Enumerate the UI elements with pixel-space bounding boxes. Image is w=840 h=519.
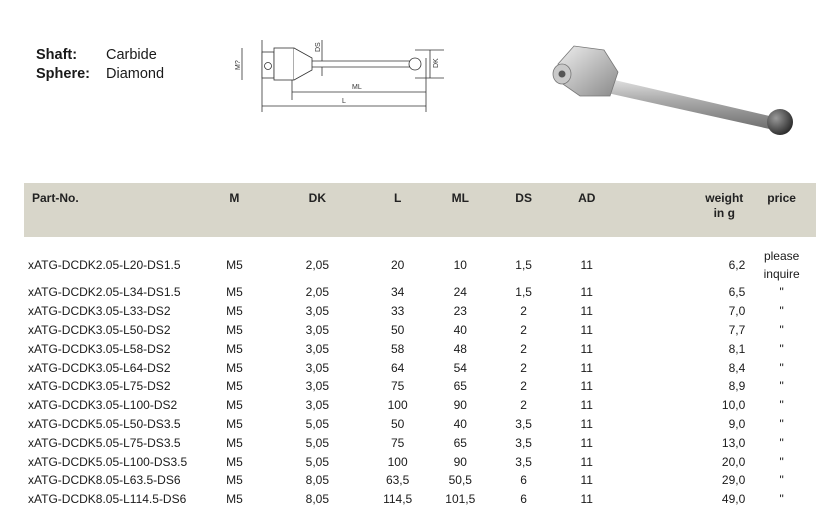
weight-header-line2: in g bbox=[713, 206, 735, 220]
cell-l: 64 bbox=[390, 360, 405, 375]
spec-label: Shaft: bbox=[36, 47, 78, 63]
cell-ad: 11 bbox=[580, 435, 593, 450]
cell-ml: 10 bbox=[453, 258, 467, 272]
cell-ml: 24 bbox=[453, 285, 467, 300]
cell-l: 50 bbox=[390, 322, 405, 337]
cell-ad: 11 bbox=[580, 454, 593, 469]
cell-weight: 6,5 bbox=[728, 285, 746, 300]
cell-dk: 5,05 bbox=[305, 435, 330, 450]
cell-price: " bbox=[779, 285, 784, 300]
cell-ds: 2 bbox=[520, 341, 527, 356]
thread-label: M? bbox=[235, 60, 242, 70]
table-row bbox=[24, 302, 816, 321]
cell-weight: 13,0 bbox=[721, 435, 746, 450]
spec-value: Carbide bbox=[106, 47, 157, 63]
cell-m: M5 bbox=[226, 454, 243, 469]
cell-weight: 8,4 bbox=[728, 360, 746, 375]
col-header-m: M bbox=[202, 183, 266, 237]
cell-part: xATG-DCDK5.05-L100-DS3.5 bbox=[28, 454, 188, 469]
cell-l: 75 bbox=[390, 379, 405, 394]
cell-part: xATG-DCDK8.05-L114.5-DS6 bbox=[28, 492, 187, 507]
cell-part: xATG-DCDK3.05-L50-DS2 bbox=[28, 322, 171, 337]
table-header-row bbox=[24, 183, 816, 237]
cell-price: " bbox=[779, 322, 784, 337]
col-header-weight bbox=[620, 183, 748, 237]
cell-dk: 2,05 bbox=[305, 258, 330, 272]
table-row bbox=[24, 358, 816, 377]
cell-price: " bbox=[779, 473, 784, 488]
cell-dk: 5,05 bbox=[305, 454, 330, 469]
cell-price: " bbox=[779, 379, 784, 394]
cell-part: xATG-DCDK8.05-L63.5-DS6 bbox=[28, 473, 181, 488]
cell-weight: 29,0 bbox=[721, 473, 746, 488]
cell-ml: 65 bbox=[453, 435, 467, 450]
cell-l: 114,5 bbox=[383, 492, 413, 507]
table-row bbox=[24, 321, 816, 340]
cell-weight: 6,2 bbox=[728, 258, 746, 272]
cell-l: 50 bbox=[390, 416, 405, 431]
cell-l: 33 bbox=[390, 304, 405, 319]
col-header-ml: ML bbox=[427, 183, 494, 237]
cell-ds: 2 bbox=[520, 379, 527, 394]
table-row bbox=[24, 339, 816, 358]
cell-weight: 9,0 bbox=[728, 416, 746, 431]
cell-l: 34 bbox=[390, 285, 405, 300]
col-header-ds: DS bbox=[494, 183, 554, 237]
cell-ds: 1,5 bbox=[515, 258, 532, 272]
cell-dk: 3,05 bbox=[305, 360, 330, 375]
table-row bbox=[24, 415, 816, 434]
table-row bbox=[24, 283, 816, 302]
col-header-part: Part-No. bbox=[24, 183, 202, 237]
cell-price: " bbox=[779, 360, 784, 375]
cell-ds: 2 bbox=[520, 322, 527, 337]
cell-ad: 11 bbox=[580, 416, 593, 431]
table-row bbox=[24, 490, 816, 509]
cell-price: " bbox=[779, 341, 784, 356]
cell-part: xATG-DCDK5.05-L50-DS3.5 bbox=[28, 416, 181, 431]
cell-m: M5 bbox=[226, 360, 243, 375]
cell-m: M5 bbox=[226, 285, 243, 300]
cell-weight: 49,0 bbox=[721, 492, 746, 507]
cell-part: xATG-DCDK3.05-L33-DS2 bbox=[28, 304, 171, 319]
spec-label: Sphere: bbox=[36, 66, 90, 82]
cell-ad: 11 bbox=[580, 492, 593, 507]
cell-part: xATG-DCDK3.05-L100-DS2 bbox=[28, 398, 178, 413]
ds-label: DS bbox=[315, 42, 322, 52]
table-row bbox=[24, 433, 816, 452]
cell-l: 100 bbox=[387, 454, 408, 469]
ml-label: ML bbox=[352, 84, 362, 91]
cell-m: M5 bbox=[226, 492, 243, 507]
cell-ds: 3,5 bbox=[515, 454, 532, 469]
technical-drawing bbox=[230, 30, 460, 125]
spec-list bbox=[36, 46, 164, 84]
cell-ad: 11 bbox=[580, 360, 593, 375]
cell-l: 58 bbox=[390, 341, 405, 356]
cell-ad: 11 bbox=[580, 322, 593, 337]
cell-part: xATG-DCDK3.05-L58-DS2 bbox=[28, 341, 171, 356]
cell-weight: 7,7 bbox=[728, 322, 746, 337]
cell-weight: 10,0 bbox=[721, 398, 746, 413]
col-header-ad: AD bbox=[554, 183, 620, 237]
stylus-photo bbox=[540, 38, 810, 138]
cell-m: M5 bbox=[226, 379, 243, 394]
cell-dk: 3,05 bbox=[305, 341, 330, 356]
cell-price: " bbox=[779, 492, 784, 507]
cell-ad: 11 bbox=[580, 285, 593, 300]
col-header-price: price bbox=[747, 183, 816, 237]
cell-ad: 11 bbox=[580, 304, 593, 319]
table-row bbox=[24, 471, 816, 490]
cell-part: xATG-DCDK3.05-L64-DS2 bbox=[28, 360, 171, 375]
cell-ml: 101,5 bbox=[445, 492, 476, 507]
cell-dk: 3,05 bbox=[305, 304, 330, 319]
cell-ad: 11 bbox=[580, 398, 593, 413]
table-row bbox=[24, 396, 816, 415]
table-row bbox=[24, 452, 816, 471]
cell-ad: 11 bbox=[580, 341, 593, 356]
cell-weight: 8,1 bbox=[728, 341, 746, 356]
cell-price: please inquire bbox=[763, 249, 800, 281]
cell-m: M5 bbox=[226, 473, 243, 488]
cell-price: " bbox=[779, 416, 784, 431]
cell-ml: 48 bbox=[453, 341, 467, 356]
cell-ml: 50,5 bbox=[448, 473, 472, 488]
cell-ds: 3,5 bbox=[515, 416, 532, 431]
cell-ml: 90 bbox=[453, 454, 467, 469]
cell-ml: 40 bbox=[453, 416, 467, 431]
spec-shaft bbox=[36, 46, 164, 65]
cell-ds: 2 bbox=[520, 398, 527, 413]
cell-ml: 54 bbox=[453, 360, 467, 375]
parts-table bbox=[24, 183, 816, 509]
cell-ds: 1,5 bbox=[515, 285, 532, 300]
cell-m: M5 bbox=[226, 304, 243, 319]
cell-m: M5 bbox=[226, 398, 243, 413]
cell-ml: 90 bbox=[453, 398, 467, 413]
cell-price: " bbox=[779, 454, 784, 469]
l-label: L bbox=[342, 98, 346, 105]
cell-weight: 8,9 bbox=[728, 379, 746, 394]
cell-ad: 11 bbox=[580, 379, 593, 394]
cell-weight: 7,0 bbox=[728, 304, 746, 319]
cell-ml: 40 bbox=[453, 322, 467, 337]
cell-dk: 8,05 bbox=[305, 473, 330, 488]
cell-m: M5 bbox=[226, 416, 243, 431]
cell-ds: 2 bbox=[520, 360, 527, 375]
table-row bbox=[24, 237, 816, 283]
table-row bbox=[24, 377, 816, 396]
cell-ml: 23 bbox=[453, 304, 467, 319]
weight-header bbox=[705, 191, 743, 221]
cell-ad: 11 bbox=[580, 473, 593, 488]
cell-l: 100 bbox=[387, 398, 408, 413]
cell-m: M5 bbox=[226, 258, 243, 272]
cell-m: M5 bbox=[226, 435, 243, 450]
cell-l: 75 bbox=[390, 435, 405, 450]
cell-weight: 20,0 bbox=[721, 454, 746, 469]
dk-label: DK bbox=[433, 58, 440, 68]
cell-m: M5 bbox=[226, 322, 243, 337]
cell-dk: 2,05 bbox=[305, 285, 330, 300]
cell-ds: 3,5 bbox=[515, 435, 532, 450]
cell-dk: 3,05 bbox=[305, 322, 330, 337]
cell-dk: 3,05 bbox=[305, 398, 330, 413]
cell-l: 63,5 bbox=[385, 473, 410, 488]
cell-ds: 6 bbox=[520, 473, 527, 488]
col-header-l: L bbox=[368, 183, 427, 237]
cell-l: 20 bbox=[390, 258, 405, 272]
spec-value: Diamond bbox=[106, 66, 165, 82]
cell-ds: 6 bbox=[520, 492, 527, 507]
cell-ml: 65 bbox=[453, 379, 467, 394]
cell-dk: 8,05 bbox=[305, 492, 330, 507]
cell-price: " bbox=[779, 304, 784, 319]
cell-part: xATG-DCDK2.05-L20-DS1.5 bbox=[28, 258, 181, 272]
cell-dk: 3,05 bbox=[305, 379, 330, 394]
cell-ad: 11 bbox=[580, 258, 593, 272]
col-header-dk: DK bbox=[266, 183, 368, 237]
cell-dk: 5,05 bbox=[305, 416, 330, 431]
spec-sphere bbox=[36, 65, 164, 84]
cell-price: " bbox=[779, 398, 784, 413]
cell-price: " bbox=[779, 435, 784, 450]
cell-part: xATG-DCDK3.05-L75-DS2 bbox=[28, 379, 171, 394]
cell-part: xATG-DCDK5.05-L75-DS3.5 bbox=[28, 435, 181, 450]
cell-part: xATG-DCDK2.05-L34-DS1.5 bbox=[28, 285, 181, 300]
cell-m: M5 bbox=[226, 341, 243, 356]
weight-header-line1: weight bbox=[705, 191, 744, 205]
cell-ds: 2 bbox=[520, 304, 527, 319]
